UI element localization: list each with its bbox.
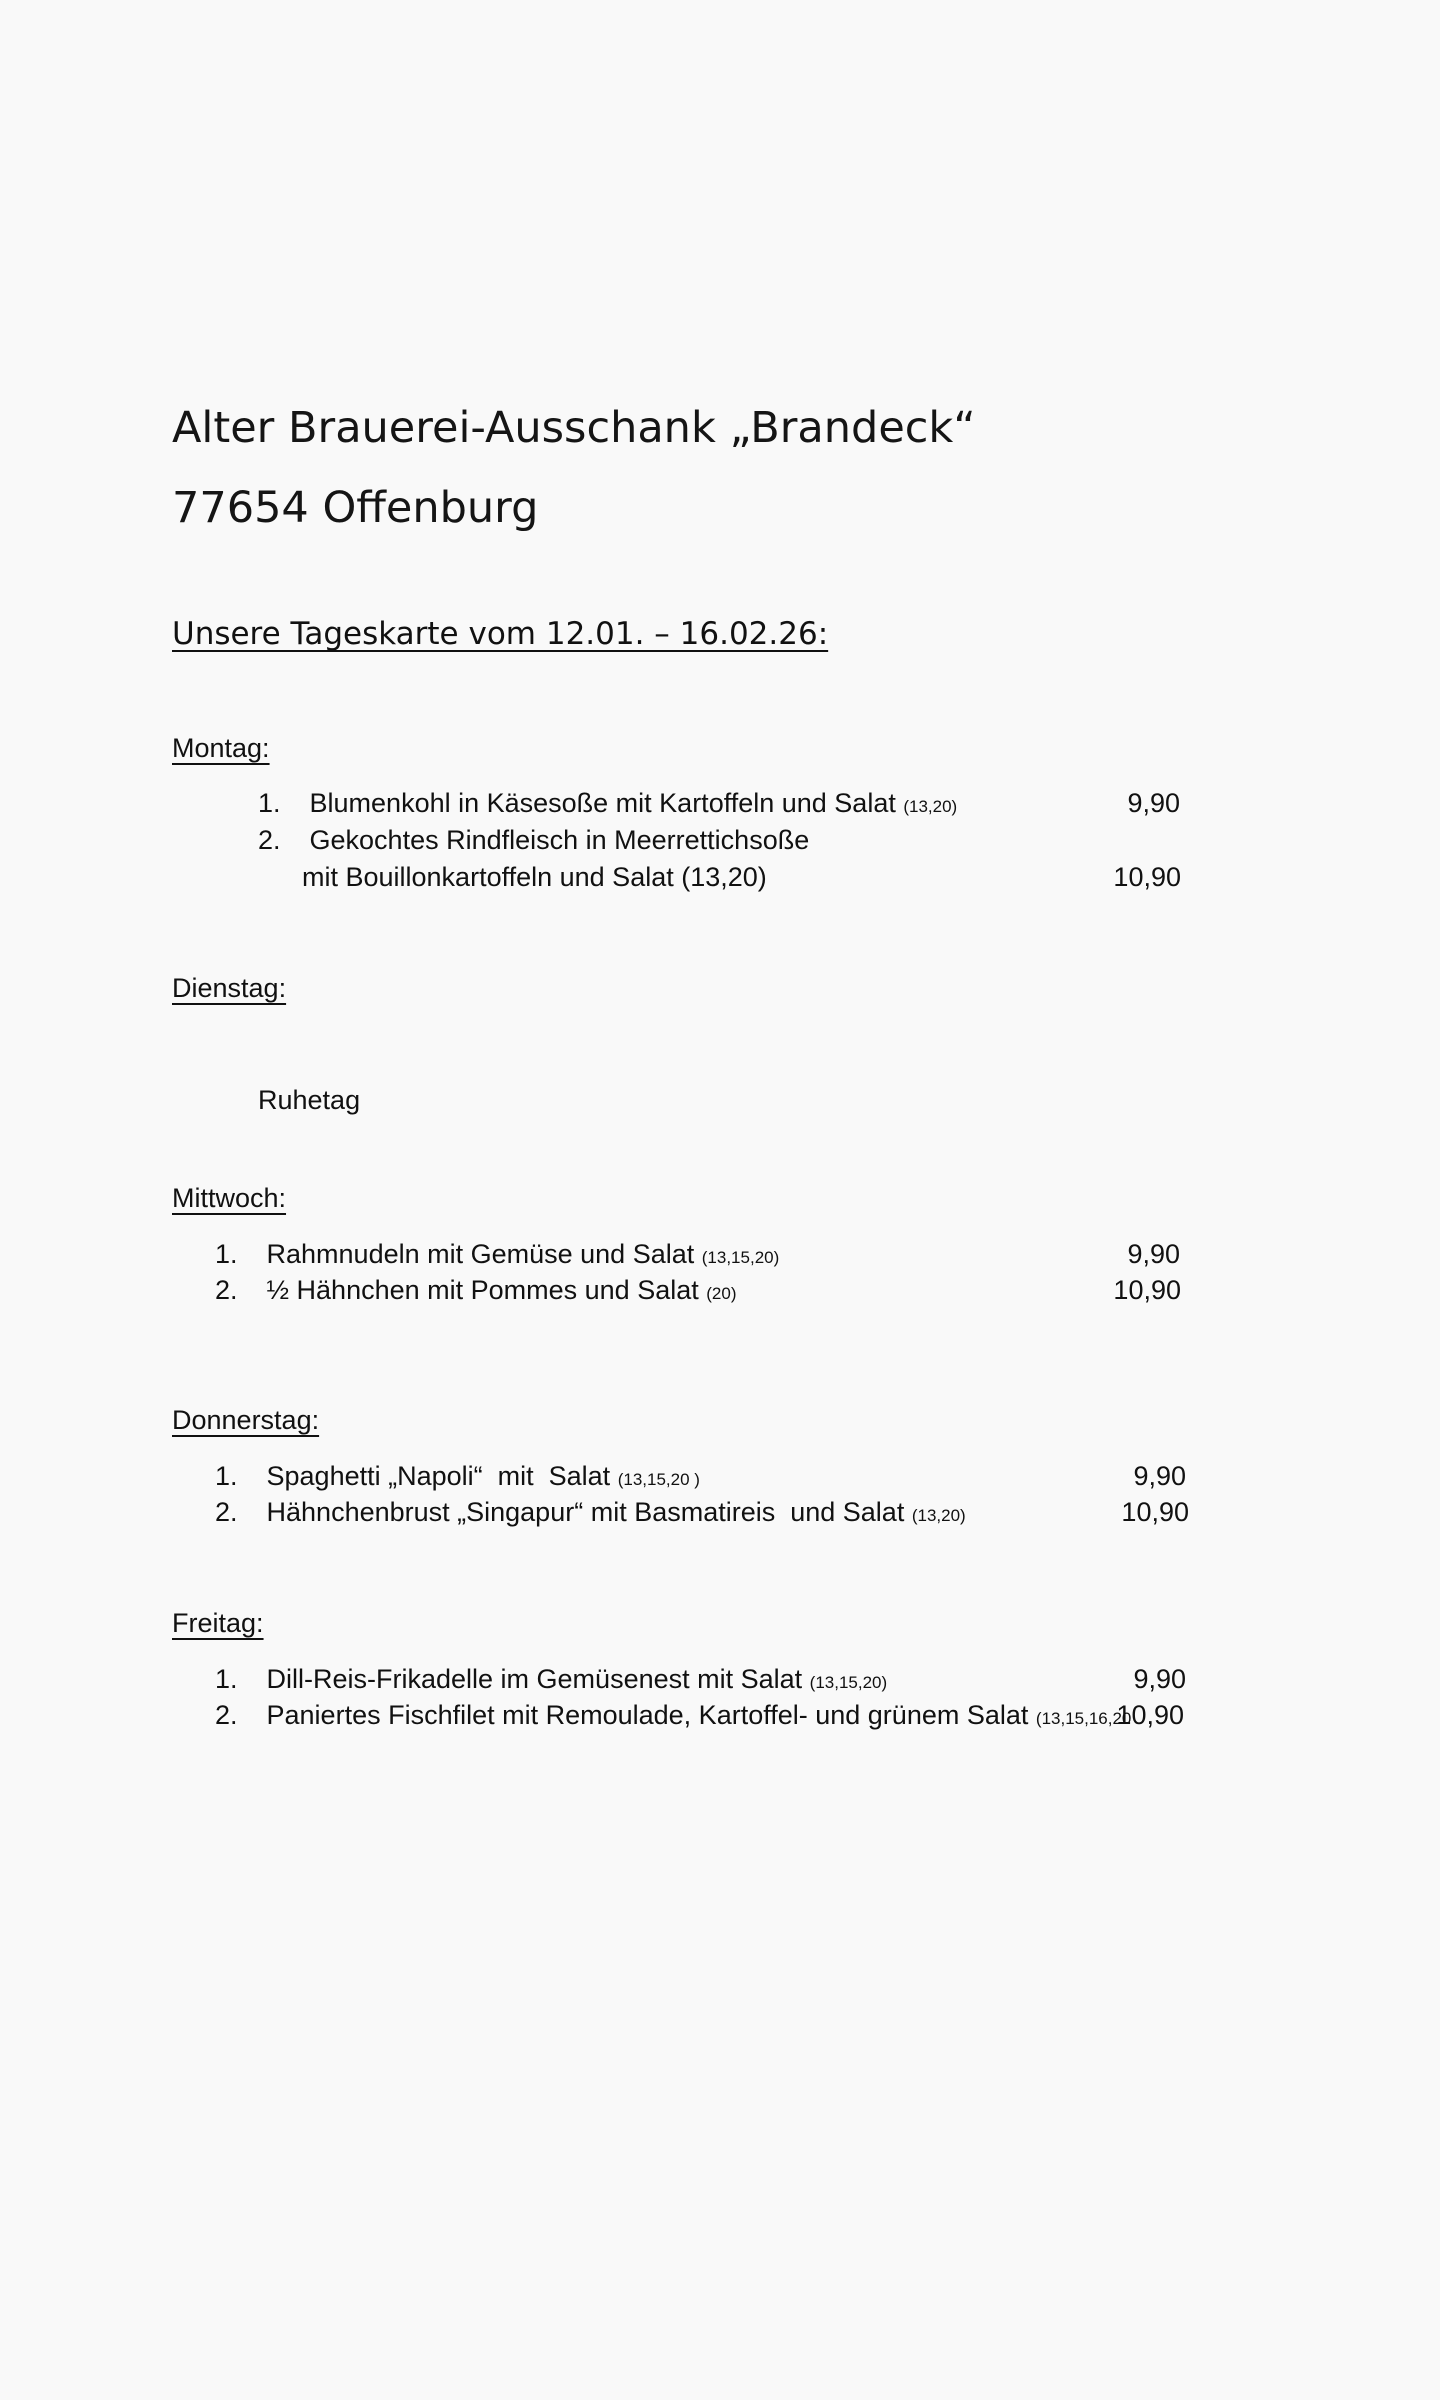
menu-item	[215, 1463, 700, 1490]
item-price: 9,90	[1127, 788, 1180, 818]
item-price: 9,90	[1127, 1239, 1180, 1269]
menu-subtitle: Unsere Tageskarte vom 12.01. – 16.02.26:	[172, 616, 829, 652]
item-text: Blumenkohl in Käsesoße mit Kartoffeln und Salat	[309, 788, 896, 818]
item-number: 1.	[215, 1461, 238, 1491]
day-heading-mittwoch: Mittwoch:	[172, 1183, 287, 1213]
item-text: ½ Hähnchen mit Pommes und Salat	[266, 1275, 699, 1305]
item-number: 2.	[258, 825, 281, 855]
menu-item	[258, 827, 809, 854]
menu-item	[258, 790, 957, 817]
item-price: 9,90	[1133, 1664, 1186, 1694]
day-heading-montag: Montag:	[172, 733, 270, 763]
menu-item	[215, 1241, 779, 1268]
item-allergens: (13,15,20)	[809, 1673, 888, 1692]
day-heading-dienstag: Dienstag:	[172, 973, 287, 1003]
item-price: 10,90	[1113, 862, 1181, 892]
item-text: Paniertes Fischfilet mit Remoulade, Kartoffel- und grünem Salat	[266, 1700, 1029, 1730]
item-text: Rahmnudeln mit Gemüse und Salat	[266, 1239, 695, 1269]
item-allergens: (13,15,16,20	[1035, 1709, 1132, 1728]
closed-note: Ruhetag	[258, 1085, 361, 1115]
item-text: Spaghetti „Napoli“ mit Salat	[266, 1461, 611, 1491]
item-price: 10,90	[1116, 1700, 1184, 1730]
item-text: Hähnchenbrust „Singapur“ mit Basmatireis und Salat	[266, 1497, 905, 1527]
item-number: 1.	[215, 1239, 238, 1269]
day-heading-donnerstag: Donnerstag:	[172, 1405, 320, 1435]
item-price: 10,90	[1113, 1275, 1181, 1305]
item-text: Dill-Reis-Frikadelle im Gemüsenest mit Salat	[266, 1664, 803, 1694]
item-number: 2.	[215, 1497, 238, 1527]
menu-item	[215, 1702, 1131, 1729]
item-text-continued: mit Bouillonkartoffeln und Salat (13,20)	[302, 862, 767, 892]
item-price: 9,90	[1133, 1461, 1186, 1491]
item-number: 1.	[215, 1664, 238, 1694]
item-price: 10,90	[1121, 1497, 1189, 1527]
day-heading-freitag: Freitag:	[172, 1608, 264, 1638]
item-allergens: (13,15,20)	[701, 1248, 780, 1267]
item-allergens: (20)	[706, 1284, 737, 1303]
menu-item	[215, 1277, 737, 1304]
item-allergens: (13,15,20 )	[617, 1470, 700, 1489]
item-allergens: (13,20)	[911, 1506, 966, 1525]
restaurant-city: 77654 Offenburg	[172, 483, 539, 533]
menu-item	[215, 1499, 966, 1526]
menu-item	[215, 1666, 887, 1693]
item-number: 2.	[215, 1275, 238, 1305]
item-allergens: (13,20)	[903, 797, 958, 816]
item-text: Gekochtes Rindfleisch in Meerrettichsoße	[309, 825, 810, 855]
item-number: 2.	[215, 1700, 238, 1730]
restaurant-name: Alter Brauerei-Ausschank „Brandeck“	[172, 403, 976, 453]
item-number: 1.	[258, 788, 281, 818]
